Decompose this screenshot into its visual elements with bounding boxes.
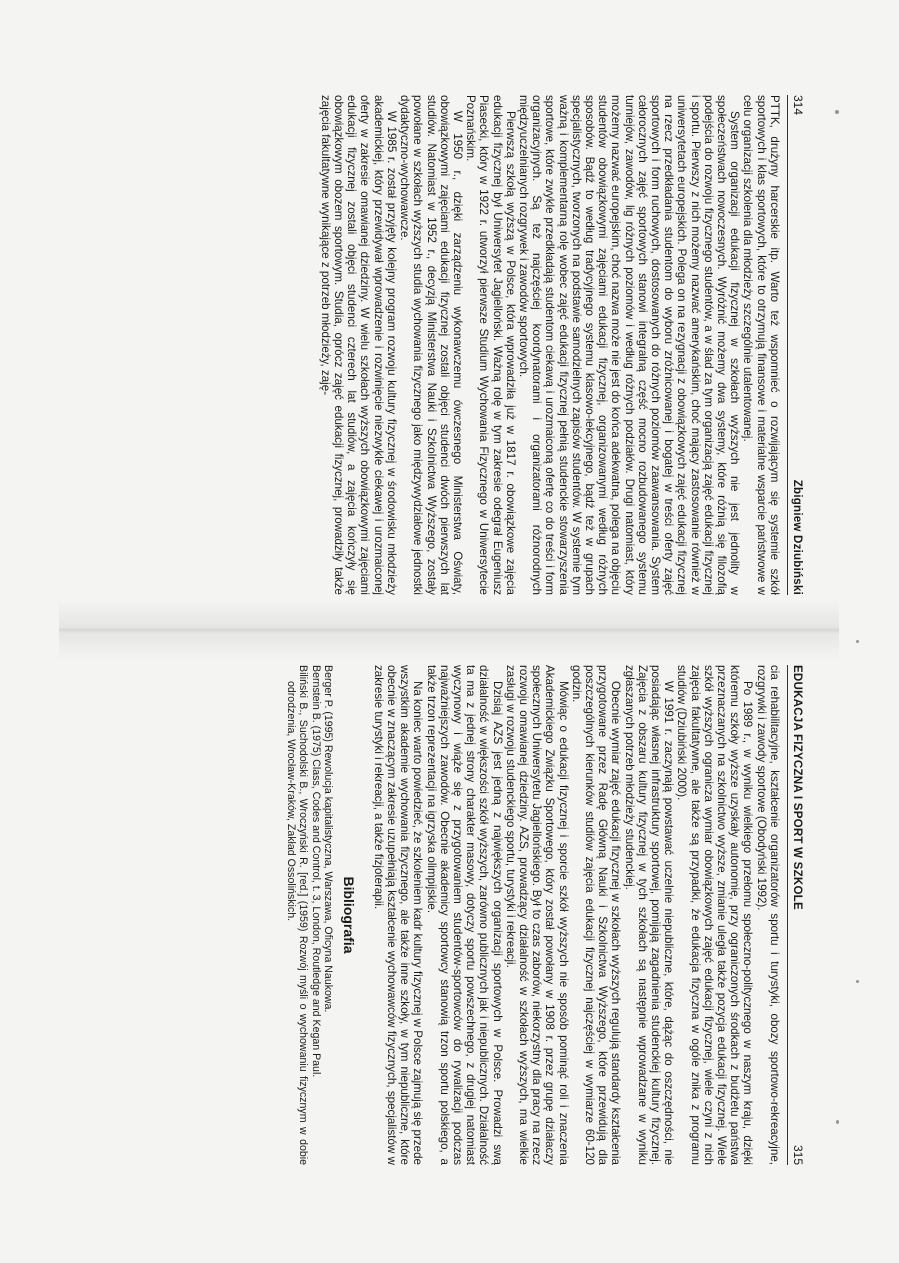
paragraph: Obecnie wymiar zajęć edukacji fizycznej w szkołach wyższych regulują standardy kształcenia przygotowane przez Radę Główną Nauki i Szkolnictwa Wyższego, które przewidują dla poszczególnych kierunków studiów zajęcia edukacji fizycznej najczęściej w wymiarze 60-120 godzin. <box>569 665 623 1165</box>
paragraph: Dzisiaj AZS jest jedną z największych organizacji sportowych w Polsce. Prowadzi swą działalność w większości szkół wyższych, zarówno publicznych jak i niepublicznych. Działalność ta ma z jednej strony charakter masowy, dotyczy sportu powszechnego, z drugiej natomiast wyczynowy i wiąże się z przygotowaniem studentów-sportowców do rywalizacji podczas najważniejszych zawodów. Obecnie akademicy sportowcy stanowią trzon sportu polskiego, a także trzon reprezentacji na igrzyska olimpijskie. <box>424 665 504 1165</box>
bibliography-heading: Bibliografia <box>341 876 358 954</box>
left-running-head <box>787 95 804 595</box>
paragraph: W 1991 r. zaczynają powstawać uczelnie niepubliczne, które, dążąc do oszczędności, nie posiadając własnej infrastruktury sportowej, pomijają zagadnienia studenckiej kultury fizycznej. Zajęcia z obszaru kultury fizycznej w tych szkołach są następnie wprowadzane w wyniku zgłaszanych potrzeb młodzieży studenckiej. <box>622 665 676 1165</box>
paragraph: W 1950 r., dzięki zarządzeniu wykonawczemu ówczesnego Ministerstwa Oświaty, obowiązkowymi zajęciami edukacji fizycznej zostali objęci studenci dwóch pierwszych lat studiów. Natomiast w 1952 r., decyzją Ministerstwa Nauki i Szkolnictwa Wyższego, zostały powołane w szkołach wyższych studia wychowania fizycznego jako międzywydziałowe jednostki dydaktyczno-wychowawcze. <box>398 95 464 595</box>
paragraph: Po 1989 r., w wyniku wielkiego przełomu społeczno-politycznego w naszym kraju, dzięki któremu szkoły wyższe uzyskały autonomię, przy ograniczonych środkach z budżetu państwa przeznaczanych na szkolnictwo wyższe, zmianie uległa także pozycja edukacji fizycznej. Wiele szkół wyższych ogranicza wymiar obowiązkowych zajęć edukacji fizycznej, wiele czyni z nich zajęcia fakultatywne, ale także są przypadki, że edukacja fizyczna w ogóle znika z programu studiów (Dziubiński 2000). <box>675 665 755 1165</box>
paragraph: Na koniec warto powiedzieć, że szkoleniem kadr kultury fizycznej w Polsce zajmują się przede wszystkim akademie wychowania fizycznego, ale także inne szkoły, w tym niepubliczne, które obecnie w znaczącym zakresie uzupełniają kształcenie wychowawców fizycznych, specjalistów w zakresie turystyki i rekreacji, a także fizjoterapii. <box>371 665 425 1165</box>
bibliography-entry: Berger P. (1995) Rewolucja kapitalistyczna, Warszawa, Oficyna Naukowa. <box>322 665 335 1013</box>
scan-speck <box>835 110 839 114</box>
page-number: 314 <box>791 95 805 116</box>
scan-speck <box>856 980 859 983</box>
chapter-title: EDUKACJA FIZYCZNA I SPORT W SZKOLE <box>791 665 804 910</box>
right-page <box>285 665 804 1165</box>
paragraph: W 1985 r. został przyjęty kolejny program rozwoju kultury fizycznej w środowisku młodzieży akademickiej, który przewidywał wprowadzenie i rozwinięcie niezwykle ciekawej i urozmaiconej oferty w zakresie omawianej dziedziny. W wielu szkołach wyższych obowiązkowymi zajęciami edukacji fizycznej zostali objęci studenci czterech lat studiów, a zajęcia kończyły się obowiązkowym obozem sportowym. Studia, oprócz zajęć edukacji fizycznej, prowadziły także zajęcia fakultatywne wynikające z potrzeb młodzieży, zaję- <box>318 95 398 595</box>
paragraph: PTTK, drużyny harcerskie itp. Warto też wspomnieć o rozwijającym się systemie szkół sportowych i klas sportowych, które to otrzymują finansowe i materialne wsparcie państwowe w celu organizacji szkolenia dla młodzieży szczególnie utalentowanej. <box>741 95 781 595</box>
scan-speck <box>856 640 859 643</box>
scan-speck <box>836 1120 839 1124</box>
left-page <box>319 95 804 595</box>
author-name: Zbigniew Dziubiński <box>791 479 804 595</box>
paragraph: Mówiąc o edukacji fizycznej i sporcie szkół wyższych nie sposób pominąć roli i znaczenia Akademickiego Związku Sportowego, który został powołany w 1908 r. przez grupę działaczy społecznych Uniwersytetu Jagiellońskiego. Był to czas zaborów, niekorzystny dla pracy na rzecz rozwoju omawianej dziedziny. AZS, prowadzący działalność w szkołach wyższych, ma wielkie zasługi w rozwoju studenckiego sportu, turystyki i rekreacji. <box>503 665 570 1165</box>
paragraph: Pierwszą szkołą wyższą w Polsce, która wprowadziła już w 1817 r. obowiązkowe zajęcia edukacji fizycznej był Uniwersytet Jagielloński. Ważną rolę w tym zakresie odegrał Eugeniusz Piasecki, który w 1922 r. utworzył pierwsze Studium Wychowania Fizycznego w Uniwersytecie Poznańskim. <box>464 95 517 595</box>
paragraph: System organizacji edukacji fizycznej w szkołach wyższych nie jest jednolity w społeczeństwach nowoczesnych. Wyróżnić możemy dwa systemy, które różnią się filozofią podejścia do rozwoju fizycznego studentów, a w ślad za tym organizacją zajęć edukacji fizycznej i sportu. Pierwszy z nich możemy nazwać amerykańskim, choć mający zastosowanie również w uniwersytetach europejskich. Polega on na rezygnacji z obowiązkowych zajęć edukacji fizycznej na rzecz przedkładania studentom do wyboru zróżnicowanej i bogatej w treści oferty zajęć sportowych i form ruchowych, dostosowanych do różnych poziomów zaawansowania. System całorocznych zajęć sportowych stanowi integralną część mocno rozbudowanego systemu turniejów, zawodów, lig różnych poziomów i według różnych podziałów. Drugi natomiast, który możemy nazwać europejskim, choć nazwa może nie jest do końca adekwatna, polega na objęciu studentów obowiązkowymi zajęciami edukacji fizycznej, organizowanymi według różnych sposobów. Bądź to według tradycyjnego systemu klasowo-lekcyjnego, bądź też w grupach specjalistycznych, tworzonych na podstawie samodzielnych zapisów studentów. W systemie tym ważną i komplementarną rolę wobec zajęć edukacji fizycznej pełnią studenckie stowarzyszenia sportowe, które zwykle przedkładają studentom ciekawą i urozmaiconą ofertę co do treści i form organizacyjnych. Są też najczęściej koordynatorami i organizatorami różnorodnych międzyuczelnianych rozgrywek i zawodów sportowych. <box>516 95 742 595</box>
bibliography-entry: Bernstein B. (1975) Class, Codes and Control, t. 3, London, Routledge and Kegan Paul. <box>309 665 322 1078</box>
right-running-head <box>787 665 804 1165</box>
bibliography-entry: Biliński B., Suchodolski B., Wroczyński R. [red.] (1959) Rozwój myśli o wychowaniu fizycznym w dobie odrodzenia, Wrocław-Kraków, Zakład Ossolińskich. <box>285 665 310 1165</box>
scan-gutter-shadow <box>59 600 839 660</box>
paragraph: cia rehabilitacyjne, kształcenie organizatorów sportu i turystyki, obozy sportowo-rekreacyjne, rozgrywki i zawody sportowe (Obodyński 1992). <box>754 665 781 1165</box>
page-number: 315 <box>791 1144 805 1165</box>
